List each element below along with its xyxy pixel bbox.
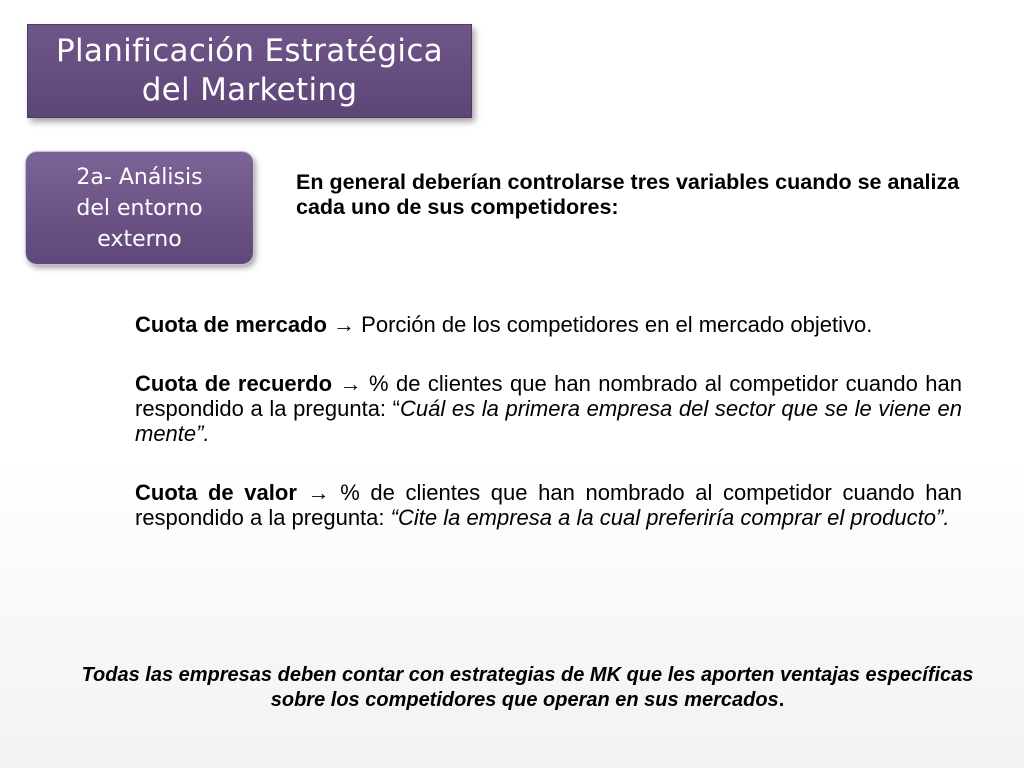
- variable-description: Porción de los competidores en el mercado objetivo.: [361, 312, 873, 337]
- variable-term: Cuota de mercado: [135, 312, 327, 337]
- arrow: →: [326, 312, 362, 337]
- conclusion-end: .: [778, 689, 785, 711]
- section-label-line-3: externo: [97, 226, 182, 252]
- slide-title-line-2: del Marketing: [141, 72, 358, 108]
- conclusion-body: Todas las empresas deben contar con estrategias de MK que les aporten ventajas específicas sobre los competidores que operan en sus mercados: [81, 664, 974, 711]
- section-label-line-2: del entorno: [76, 195, 203, 221]
- slide-title: [27, 24, 472, 118]
- survey-question: Cuál es la primera empresa del sector que se le viene en mente”.: [135, 396, 962, 446]
- variables-list: [135, 312, 962, 564]
- variable-item-cuota-recuerdo: [135, 371, 962, 446]
- conclusion-text: [60, 663, 995, 713]
- slide-title-line-1: Planificación Estratégica: [56, 33, 443, 69]
- intro-text: En general deberían controlarse tres variables cuando se analiza cada uno de sus competidores:: [296, 170, 960, 219]
- variable-item-cuota-valor: [135, 480, 962, 530]
- survey-question: “Cite la empresa a la cual preferiría comprar el producto”.: [390, 505, 950, 530]
- section-label-line-1: 2a- Análisis: [76, 164, 203, 190]
- section-label: [25, 151, 254, 265]
- variable-term: Cuota de recuerdo: [135, 371, 333, 396]
- variable-description: % de clientes que han nombrado al competidor cuando han respondido a la pregunta: “: [135, 371, 963, 421]
- arrow: →: [296, 480, 341, 505]
- variable-item-cuota-mercado: [135, 312, 962, 337]
- arrow: →: [332, 371, 369, 396]
- variable-term: Cuota de valor: [135, 480, 297, 505]
- variable-description: % de clientes que han nombrado al competidor cuando han respondido a la pregunta:: [135, 480, 962, 530]
